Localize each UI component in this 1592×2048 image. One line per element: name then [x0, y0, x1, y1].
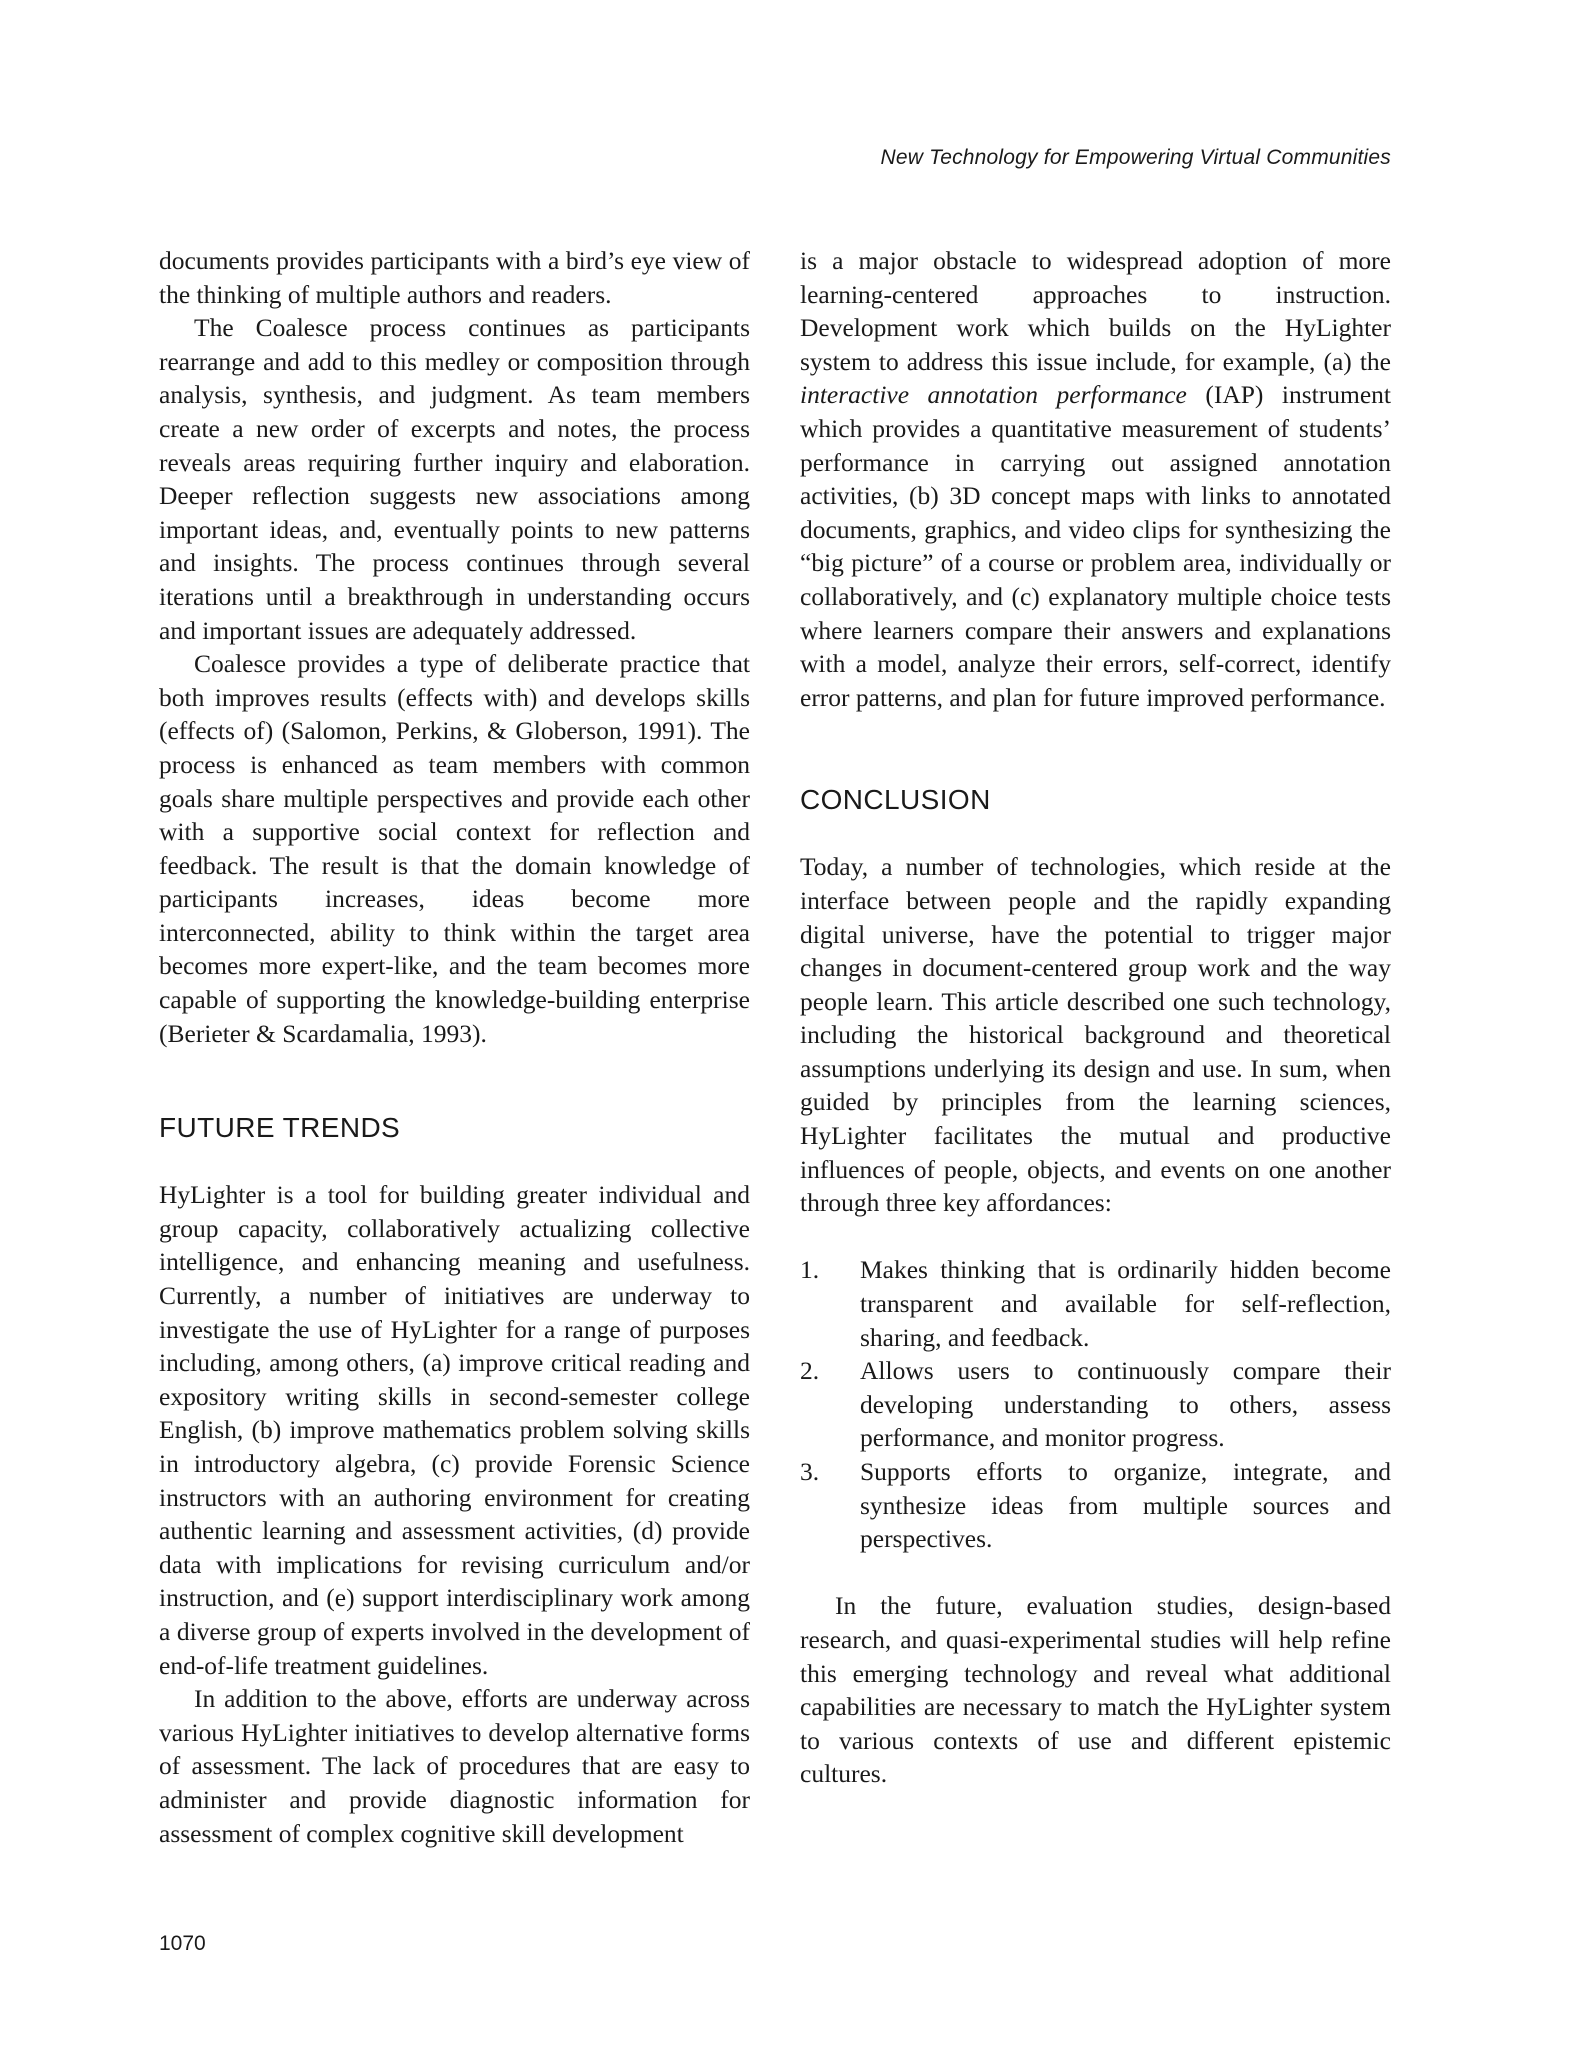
list-item-number: 1. — [800, 1255, 820, 1285]
right-paragraph-1-text-a: is a major obstacle to widespread adoption of more learning-centered approaches to instruction. Development work which builds on the HyLighter system to address this issue include, for example, (a) the — [800, 246, 1391, 376]
page-number: 1070 — [159, 1932, 206, 1955]
right-paragraph-1-text-b: (IAP) instrument which provides a quantitative measurement of students’ performance in carrying out assigned annotation activities, (b) 3D concept maps with links to annotated documents, graphics, and video clips for synthesizing the “big picture” of a course or problem area, individually or collaboratively, and (c) explanatory multiple choice tests where learners compare their answers and explanations with a model, analyze their errors, self-correct, identify error patterns, and plan for future improved performance. — [800, 380, 1391, 712]
affordances-list — [800, 1253, 1391, 1555]
left-paragraph-4: HyLighter is a tool for building greater individual and group capacity, collaboratively actualizing collective intelligence, and enhancing meaning and usefulness. Currently, a number of initiatives are underway to investigate the use of HyLighter for a range of purposes including, among others, (a) improve critical reading and expository writing skills in second-semester college English, (b) improve mathematics problem solving skills in introductory algebra, (c) provide Forensic Science instructors with an authoring environment for creating authentic learning and assessment activities, (d) provide data with implications for revising curriculum and/or instruction, and (e) support interdisciplinary work among a diverse group of experts involved in the development of end-of-life treatment guidelines. — [159, 1180, 750, 1680]
list-item-number: 3. — [800, 1457, 820, 1486]
right-paragraph-2: Today, a number of technologies, which reside at the interface between people and the rapidly expanding digital universe, have the potential to trigger major changes in document-centered group work and the way people learn. This article described one such technology, including the historical background and theoretical assumptions underlying its design and use. In sum, when guided by principles from the learning sciences, HyLighter facilitates the mutual and productive influences of people, objects, and events on one another through three key affordances: — [800, 852, 1391, 1218]
right-paragraph-1-italic-term: interactive annotation performance — [800, 380, 1187, 410]
conclusion-heading: CONCLUSION — [800, 784, 991, 816]
left-paragraph-2: The Coalesce process continues as participants rearrange and add to this medley or composition through analysis, synthesis, and judgment. As team members create a new order of excerpts and notes, the process reveals areas requiring further inquiry and elaboration. Deeper reflection suggests new associations among important ideas, and, eventually points to new patterns and insights. The process continues through several iterations until a breakthrough in understanding occurs and important issues are adequately addressed. — [159, 313, 750, 645]
future-trends-heading: FUTURE TRENDS — [159, 1112, 401, 1144]
list-item — [800, 1354, 1391, 1455]
right-paragraph-3: In the future, evaluation studies, design-based research, and quasi-experimental studies will help refine this emerging technology and reveal what additional capabilities are necessary to match the HyLighter system to various contexts of use and different epistemic cultures. — [800, 1591, 1391, 1789]
list-item-text: Allows users to continuously compare their developing understanding to others, assess performance, and monitor progress. — [860, 1356, 1391, 1453]
list-item-text: Makes thinking that is ordinarily hidden become transparent and available for self-reflection, sharing, and feedback. — [860, 1255, 1391, 1352]
left-paragraph-5: In addition to the above, efforts are underway across various HyLighter initiatives to develop alternative forms of assessment. The lack of procedures that are easy to administer and provide diagnostic information for assessment of complex cognitive skill development — [159, 1684, 750, 1848]
list-item — [800, 1253, 1391, 1354]
list-item-text: Supports efforts to organize, integrate, and synthesize ideas from multiple sources and perspectives. — [860, 1457, 1391, 1554]
right-paragraph-1 — [800, 244, 1391, 714]
running-head-title: New Technology for Empowering Virtual Communities — [880, 146, 1391, 169]
right-column — [800, 244, 1391, 1791]
left-paragraph-3: Coalesce provides a type of deliberate practice that both improves results (effects with) and develops skills (effects of) (Salomon, Perkins, & Globerson, 1991). The process is enhanced as team members with common goals share multiple perspectives and provide each other with a supportive social context for reflection and feedback. The result is that the domain knowledge of participants increases, ideas become more interconnected, ability to think within the target area becomes more expert-like, and the team becomes more capable of supporting the knowledge-building enterprise (Berieter & Scardamalia, 1993). — [159, 649, 750, 1048]
left-paragraph-1: documents provides participants with a bird’s eye view of the thinking of multiple authors and readers. — [159, 246, 750, 309]
list-item-number: 2. — [800, 1356, 820, 1386]
list-item — [800, 1455, 1391, 1556]
left-column — [159, 244, 750, 1850]
